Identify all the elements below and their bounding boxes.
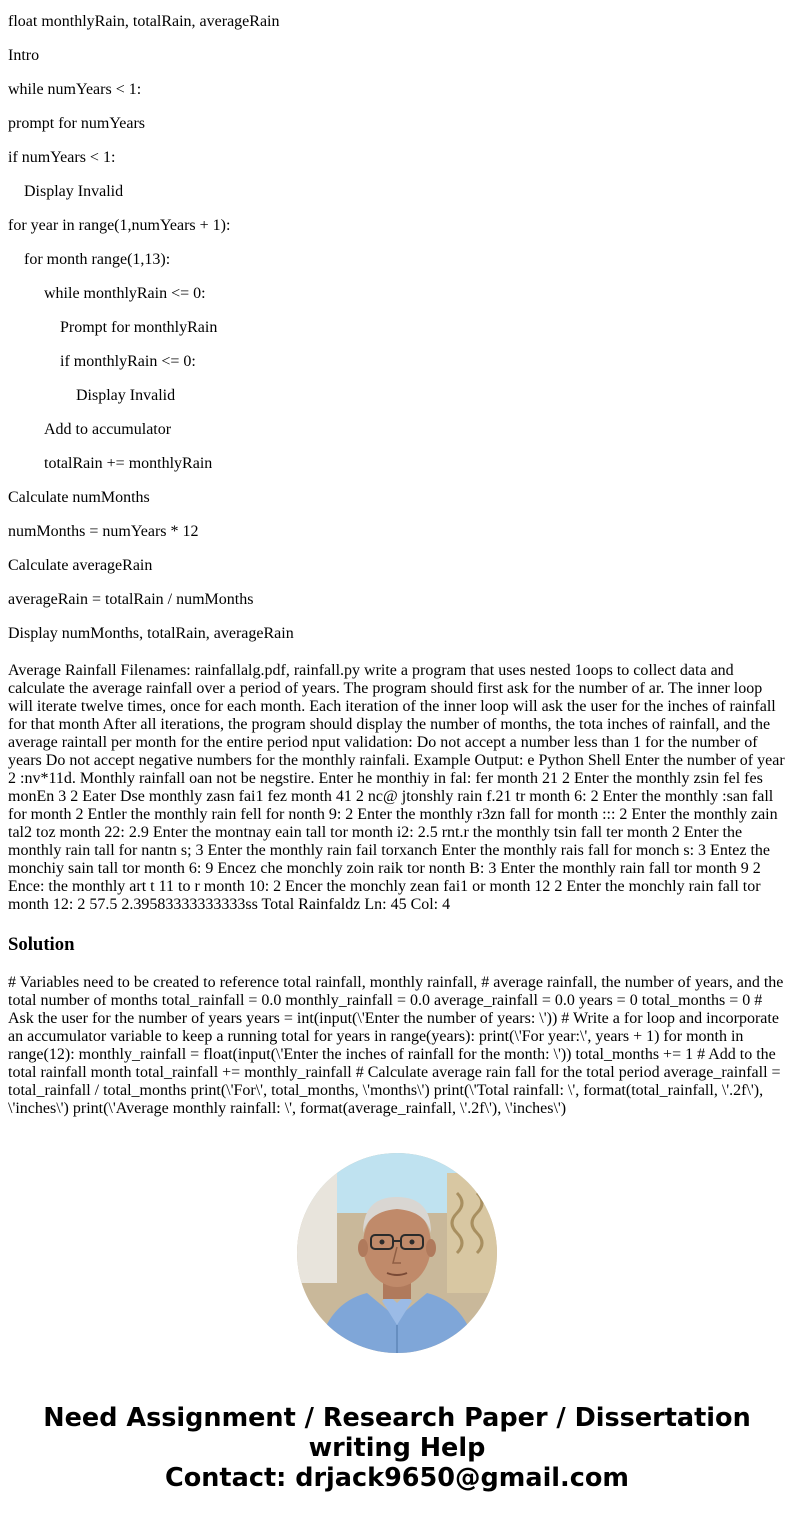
pseudocode-line: if numYears < 1: <box>8 149 116 166</box>
pseudocode-line: while numYears < 1: <box>8 81 142 98</box>
pseudocode-line: Calculate numMonths <box>8 489 150 506</box>
pseudocode-block <box>8 0 786 646</box>
pseudocode-line: Add to accumulator <box>44 421 172 438</box>
pseudocode-line: Display numMonths, totalRain, averageRain <box>8 625 294 642</box>
pseudocode-line: Calculate averageRain <box>8 557 153 574</box>
pseudocode-line: float monthlyRain, totalRain, averageRain <box>8 13 280 30</box>
pseudocode-line: numMonths = numYears * 12 <box>8 523 199 540</box>
pseudocode-line: prompt for numYears <box>8 115 146 132</box>
author-avatar <box>297 1153 497 1353</box>
contact-banner <box>0 1403 794 1493</box>
pseudocode-line: for year in range(1,numYears + 1): <box>8 217 231 234</box>
pseudocode-line: averageRain = totalRain / numMonths <box>8 591 254 608</box>
problem-text: Average Rainfall Filenames: rainfallalg.pdf, rainfall.py write a program that uses nested 1oops to collect data and calculate the average rainfall over a period of years. The program should first ask for the number of ar. The inner loop will iterate twelve times, once for each month. Each iteration of the inner loop will ask the user for the inches of rainfall for that month After all iterations, the program should display the number of months, the tota inches of rainfall, and the average raintall per month for the entire period nput validation: Do not accept a number less than 1 for the number of years Do not accept negative numbers for the monthly rainfali. Example Output: e Python Shell Enter the number of year 2 :nv*11d. Monthly rainfall oan not be negstire. Enter he monthiy in fal: fer month 21 2 Enter the monthly zsin fel fes monEn 3 2 Eater Dse monthly zasn fai1 fez month 41 2 nc@ jtonshly rain f.21 tr month 6: 2 Enter the monthly :san fall for month 2 Entler the monthly rain fell for nonth 9: 2 Enter the monthly r3zn fall for month ::: 2 Enter the monthly zain tal2 toz month 22: 2.9 Enter the montnay eain tall tor month i2: 2.5 rnt.r the monthly tsin fall ter month 2 Enter the monthly rain tall for nantn s; 3 Enter the monthly rain fail torxanch Enter the monthly rais fall for monch s: 3 Entez the monchiy sain tall tor month 6: 9 Encez che monchly zoin raik tor nonth B: 3 Enter the monthly rain fall tor month 9 2 Ence: the monthly art t 11 to r month 10: 2 Encer the monchly zean fai1 or month 12 2 Enter the monchly rain fall tor month 12: 2 57.5 2.39583333333333ss Total Rainfaldz Ln: 45 Col: 4 <box>8 662 785 913</box>
pseudocode-line: Intro <box>8 47 40 64</box>
pseudocode-line: Prompt for monthlyRain <box>60 319 218 336</box>
banner-contact-line: Contact: drjack9650@gmail.com <box>165 1463 629 1493</box>
pseudocode-line: Display Invalid <box>24 183 124 200</box>
banner-line-1: Need Assignment / Research Paper / Dissertation <box>43 1403 751 1433</box>
solution-text: # Variables need to be created to reference total rainfall, monthly rainfall, # average rainfall, the number of years, and the total number of months total_rainfall = 0.0 monthly_rainfall = 0.0 average_rainfall = 0.0 years = 0 total_months = 0 # Ask the user for the number of years years = int(input(\'Enter the number of years: \')) # Write a for loop and incorporate an accumulator variable to keep a running total for years in range(years): print(\'For year:\', years + 1) for month in range(12): monthly_rainfall = float(input(\'Enter the inches of rainfall for the month: \')) total_months += 1 # Add to the total rainfall month total_rainfall += monthly_rainfall # Calculate average rain fall for the total period average_rainfall = total_rainfall / total_months print(\'For\', total_months, \'months\') print(\'Total rainfall: \', format(total_rainfall, \'.2f\'), \'inches\') print(\'Average monthly rainfall: \', format(average_rainfall, \'.2f\'), \'inches\') <box>8 974 784 1117</box>
pseudocode-line: while monthlyRain <= 0: <box>44 285 206 302</box>
solution-heading: Solution <box>8 934 75 955</box>
pseudocode-line: for month range(1,13): <box>24 251 171 268</box>
pseudocode-line: Display Invalid <box>76 387 176 404</box>
pseudocode-line: totalRain += monthlyRain <box>44 455 213 472</box>
banner-line-2: writing Help <box>308 1433 486 1463</box>
pseudocode-line: if monthlyRain <= 0: <box>60 353 196 370</box>
